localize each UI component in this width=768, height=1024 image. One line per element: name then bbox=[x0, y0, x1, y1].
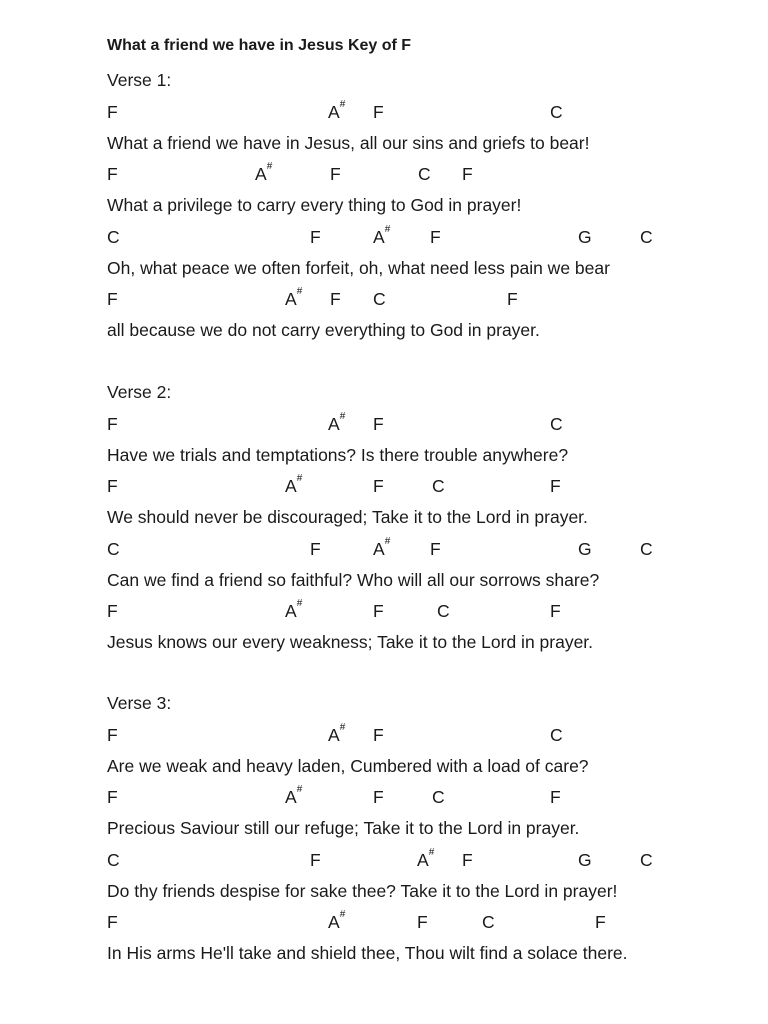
chord-symbol: C bbox=[640, 538, 653, 559]
chord-symbol: A# bbox=[285, 285, 303, 309]
chord-symbol: A# bbox=[373, 535, 391, 559]
chord-symbol: F bbox=[330, 288, 341, 309]
chord-symbol: A# bbox=[328, 908, 346, 932]
chord-symbol: C bbox=[373, 288, 386, 309]
chord-symbol: F bbox=[107, 911, 118, 932]
chord-symbol: F bbox=[550, 600, 561, 621]
chord-symbol: A# bbox=[285, 597, 303, 621]
chord-symbol: F bbox=[310, 538, 321, 559]
chord-symbol: C bbox=[640, 226, 653, 247]
lyric-line: Can we find a friend so faithful? Who will all our sorrows share? bbox=[107, 569, 600, 590]
chord-symbol: C bbox=[550, 725, 563, 745]
chord-symbol: F bbox=[550, 476, 561, 497]
lyric-line: all because we do not carry everything to God in prayer. bbox=[107, 319, 540, 340]
chord-symbol: F bbox=[107, 600, 118, 621]
lyric-line: Have we trials and temptations? Is there trouble anywhere? bbox=[107, 445, 569, 465]
verse-label: Verse 2: bbox=[107, 382, 172, 402]
chord-symbol: F bbox=[430, 538, 441, 559]
chord-symbol: F bbox=[550, 787, 561, 808]
chord-symbol: F bbox=[310, 226, 321, 247]
chord-symbol: C bbox=[482, 911, 495, 932]
chord-symbol: C bbox=[107, 849, 120, 870]
chord-symbol: C bbox=[432, 476, 445, 497]
chord-symbol: C bbox=[107, 538, 120, 559]
chord-symbol: F bbox=[107, 725, 118, 745]
chord-symbol: C bbox=[107, 226, 120, 247]
chord-symbol: F bbox=[107, 414, 118, 434]
chord-symbol: F bbox=[310, 849, 321, 870]
chord-symbol: F bbox=[373, 787, 384, 808]
chord-symbol: F bbox=[430, 226, 441, 247]
chord-symbol: C bbox=[550, 102, 563, 122]
chord-symbol: F bbox=[373, 725, 384, 745]
chord-symbol: A# bbox=[328, 722, 346, 745]
chord-symbol: F bbox=[107, 476, 118, 497]
chord-symbol: F bbox=[373, 476, 384, 497]
chord-symbol: F bbox=[373, 414, 384, 434]
chord-symbol: A# bbox=[285, 784, 303, 808]
song-title: What a friend we have in Jesus Key of F bbox=[107, 37, 412, 54]
chord-symbol: A# bbox=[285, 473, 303, 497]
lyric-line: We should never be discouraged; Take it to the Lord in prayer. bbox=[107, 507, 588, 528]
chord-symbol: A# bbox=[373, 223, 391, 247]
chord-symbol: C bbox=[437, 600, 450, 621]
chord-symbol: C bbox=[418, 164, 431, 185]
chord-symbol: F bbox=[107, 787, 118, 808]
chord-symbol: F bbox=[595, 911, 606, 932]
chord-symbol: A# bbox=[417, 846, 435, 870]
chord-symbol: F bbox=[373, 102, 384, 122]
chord-symbol: F bbox=[462, 164, 473, 185]
lyric-line: Precious Saviour still our refuge; Take it to the Lord in prayer. bbox=[107, 818, 580, 839]
chord-symbol: G bbox=[578, 849, 592, 870]
chord-symbol: F bbox=[417, 911, 428, 932]
chord-symbol: C bbox=[640, 849, 653, 870]
chord-symbol: F bbox=[373, 600, 384, 621]
verse-label: Verse 1: bbox=[107, 70, 172, 90]
chord-symbol: G bbox=[578, 538, 592, 559]
lyric-line: What a privilege to carry every thing to God in prayer! bbox=[107, 195, 522, 216]
chord-symbol: F bbox=[462, 849, 473, 870]
chord-symbol: A# bbox=[255, 161, 273, 185]
chord-symbol: A# bbox=[328, 99, 346, 122]
chord-symbol: F bbox=[330, 164, 341, 185]
lyric-line: In His arms He'll take and shield thee, Thou wilt find a solace there. bbox=[107, 942, 628, 963]
lyric-line: Oh, what peace we often forfeit, oh, what need less pain we bear bbox=[107, 257, 610, 278]
chord-symbol: C bbox=[432, 787, 445, 808]
verse-label: Verse 3: bbox=[107, 693, 172, 713]
lyric-line: Do thy friends despise for sake thee? Take it to the Lord in prayer! bbox=[107, 880, 618, 901]
chord-symbol: F bbox=[507, 288, 518, 309]
lyric-line: Are we weak and heavy laden, Cumbered with a load of care? bbox=[107, 756, 589, 776]
chord-symbol: F bbox=[107, 164, 118, 185]
chord-symbol: C bbox=[550, 414, 563, 434]
chord-symbol: G bbox=[578, 226, 592, 247]
lyric-line: Jesus knows our every weakness; Take it to the Lord in prayer. bbox=[107, 631, 594, 652]
chord-symbol: F bbox=[107, 102, 118, 122]
lyric-line: What a friend we have in Jesus, all our sins and griefs to bear! bbox=[107, 133, 590, 153]
chord-symbol: F bbox=[107, 288, 118, 309]
chord-symbol: A# bbox=[328, 411, 346, 434]
